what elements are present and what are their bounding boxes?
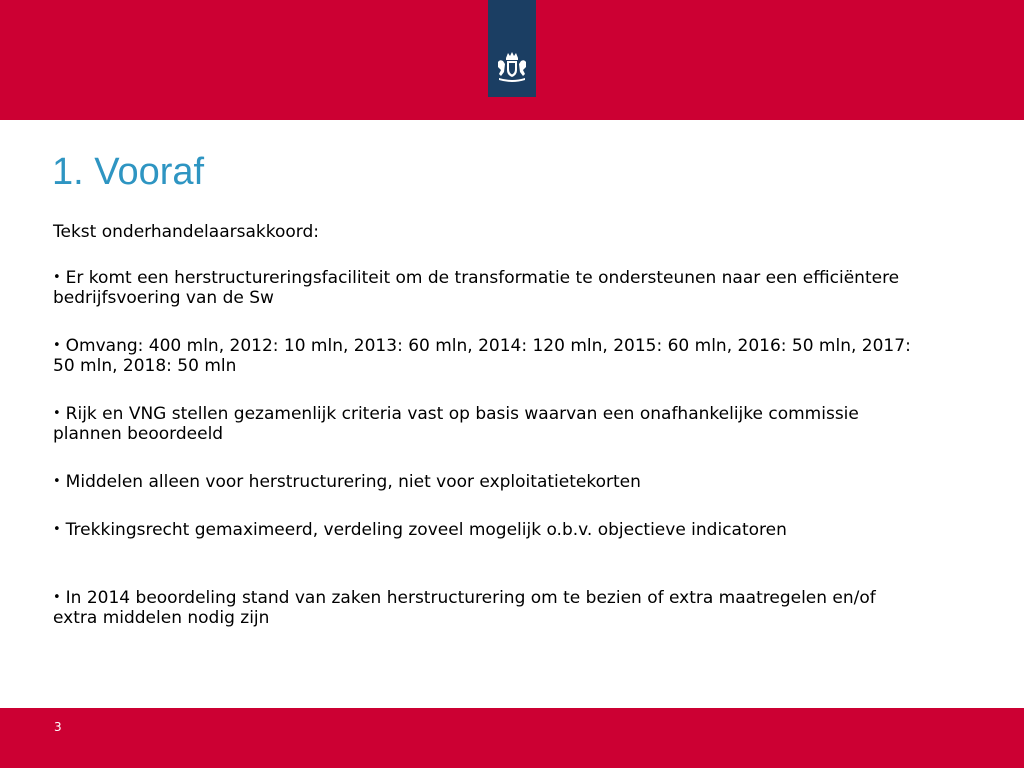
bullet-item [53, 336, 913, 376]
bullet-item [53, 520, 913, 560]
bullet-list [53, 268, 913, 656]
bullet-text: Omvang: 400 mln, 2012: 10 mln, 2013: 60 mln, 2014: 120 mln, 2015: 60 mln, 2016: 50 mln, 2017: 50 mln, 2018: 50 mln [53, 336, 911, 376]
bullet-dot: • [53, 522, 61, 537]
bullet-item [53, 472, 913, 492]
bullet-dot: • [53, 590, 61, 605]
bullet-dot: • [53, 338, 61, 353]
bullet-dot: • [53, 474, 61, 489]
bullet-item [53, 588, 913, 628]
bullet-item [53, 268, 913, 308]
footer-band [0, 708, 1024, 768]
intro-text: Tekst onderhandelaarsakkoord: [53, 222, 319, 242]
bullet-text: In 2014 beoordeling stand van zaken herstructurering om te bezien of extra maatregelen en/of extra middelen nodig zijn [53, 588, 876, 628]
bullet-item [53, 404, 913, 444]
page-number: 3 [54, 720, 62, 734]
bullet-text: Middelen alleen voor herstructurering, niet voor exploitatietekorten [65, 472, 641, 492]
bullet-dot: • [53, 406, 61, 421]
bullet-dot: • [53, 270, 61, 285]
rijksoverheid-coat-of-arms-icon [488, 50, 536, 86]
bullet-text: Er komt een herstructureringsfaciliteit om de transformatie te ondersteunen naar een efficiëntere bedrijfsvoering van de Sw [53, 268, 900, 308]
slide-title: 1. Vooraf [52, 151, 205, 193]
bullet-text: Trekkingsrecht gemaximeerd, verdeling zoveel mogelijk o.b.v. objectieve indicatoren [65, 520, 787, 540]
bullet-text: Rijk en VNG stellen gezamenlijk criteria vast op basis waarvan een onafhankelijke commissie plannen beoordeeld [53, 404, 859, 444]
logo-tab [488, 0, 536, 97]
